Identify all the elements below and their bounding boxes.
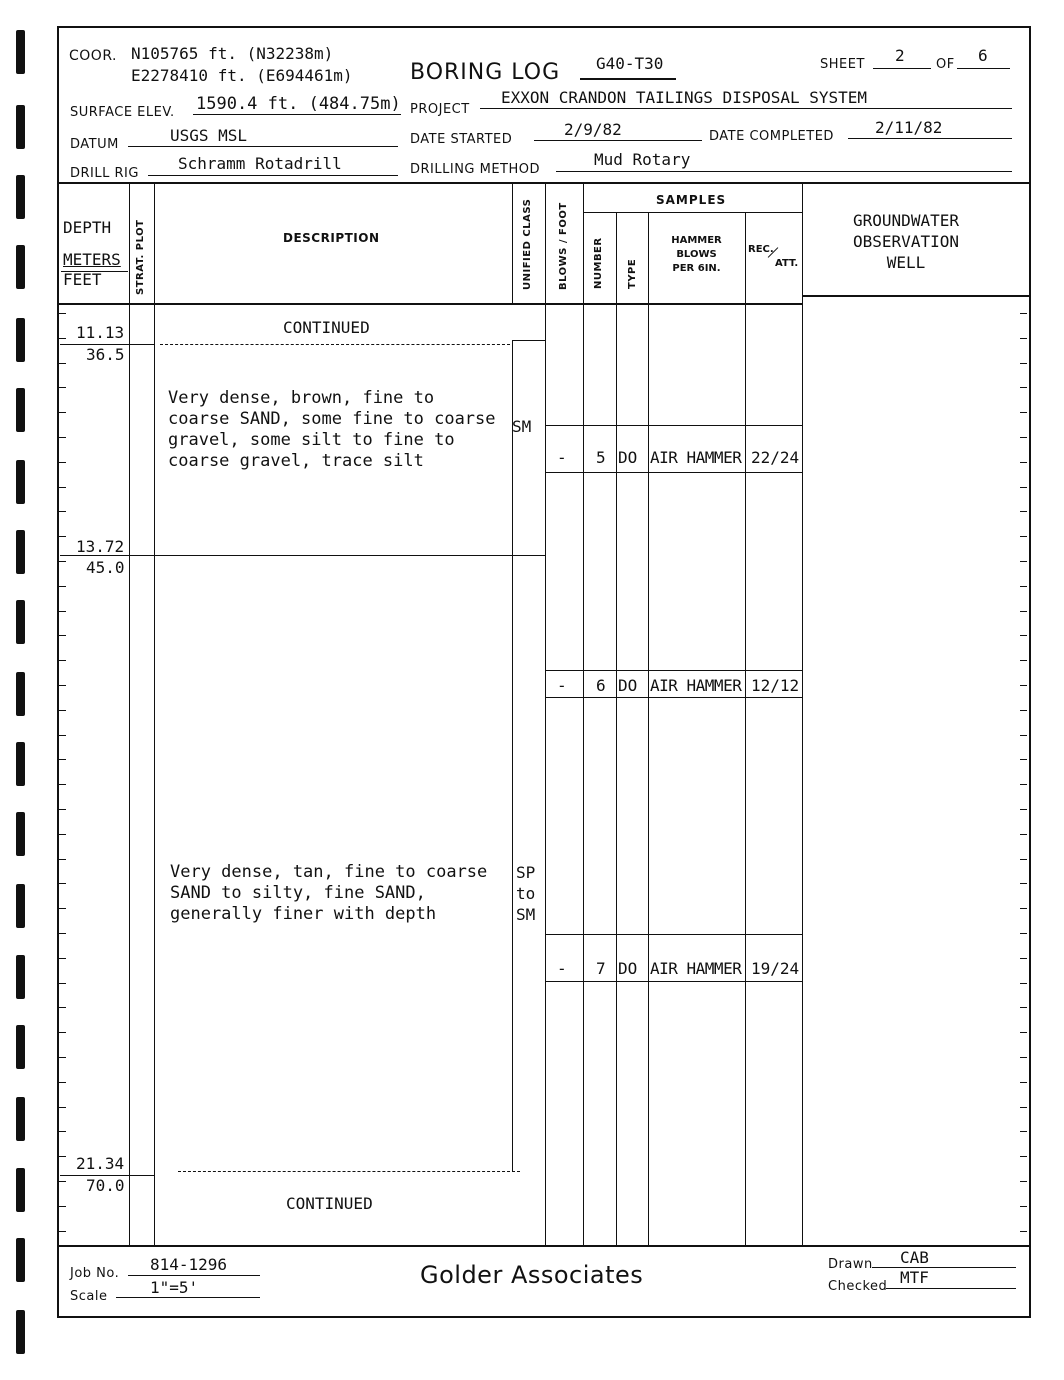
sample-type: DO — [618, 959, 638, 978]
punch-hole — [16, 1025, 25, 1069]
scale-tick — [1020, 313, 1027, 314]
col-number: NUMBER — [593, 237, 604, 289]
scale-tick — [59, 338, 66, 339]
coor-label: COOR. — [69, 48, 117, 64]
col-strat-plot: STRAT. PLOT — [135, 219, 146, 295]
scale-tick — [59, 1032, 66, 1033]
scale-tick — [1020, 834, 1027, 835]
scale-tick — [1020, 735, 1027, 736]
scale-tick — [1020, 859, 1027, 860]
sample-number: 7 — [596, 959, 606, 978]
punch-hole — [16, 460, 25, 504]
col-samples: SAMPLES — [656, 193, 727, 207]
depth-m-1: 11.13 — [76, 323, 125, 342]
scale-tick — [59, 586, 66, 587]
scale-tick — [1020, 412, 1027, 413]
sample-number: 6 — [596, 676, 606, 695]
scale-tick — [59, 759, 66, 760]
sample-rec-att: 22/24 — [751, 448, 800, 467]
scale-tick — [59, 1082, 66, 1083]
scale-tick — [59, 462, 66, 463]
scale-tick — [1020, 586, 1027, 587]
scale-tick — [59, 1231, 66, 1232]
col-type: TYPE — [627, 258, 638, 289]
scale-tick — [59, 611, 66, 612]
boring-id: G40-T30 — [596, 54, 664, 73]
sample-hammer: AIR HAMMER — [650, 959, 742, 978]
depth-ft-1: 36.5 — [86, 345, 125, 364]
col-unified-class: UNIFIED CLASS — [522, 198, 533, 290]
scale-tick — [59, 437, 66, 438]
job-no-value: 814-1296 — [150, 1255, 228, 1274]
scale-tick — [1020, 338, 1027, 339]
col-hammer-blows: HAMMER BLOWS PER 6IN. — [671, 235, 722, 274]
date-completed-value: 2/11/82 — [875, 118, 943, 137]
scale-tick — [59, 983, 66, 984]
scale-tick — [59, 735, 66, 736]
scale-tick — [1020, 1156, 1027, 1157]
drill-rig-label: DRILL RIG — [70, 166, 139, 181]
scale-tick — [1020, 1032, 1027, 1033]
col-groundwater-well: GROUNDWATER OBSERVATION WELL — [853, 211, 959, 272]
sheet-total: 6 — [978, 46, 988, 65]
scale-tick — [59, 1007, 66, 1008]
sample-number: 5 — [596, 448, 606, 467]
scale-tick — [59, 1181, 66, 1182]
col-blows-foot: BLOWS / FOOT — [558, 202, 569, 290]
scale-tick — [1020, 784, 1027, 785]
sample-rec-att: 19/24 — [751, 959, 800, 978]
scale-tick — [1020, 883, 1027, 884]
scale-tick — [1020, 908, 1027, 909]
punch-hole — [16, 955, 25, 999]
scale-tick — [1020, 536, 1027, 537]
depth-m-3: 21.34 — [76, 1154, 125, 1173]
datum-value: USGS MSL — [170, 126, 248, 145]
punch-hole — [16, 245, 25, 289]
col-rec-label: REC. — [748, 244, 774, 255]
company-name: Golder Associates — [420, 1261, 644, 1289]
scale-value: 1"=5' — [150, 1278, 199, 1297]
checked-label: Checked — [828, 1279, 888, 1294]
scale-label: Scale — [70, 1289, 108, 1304]
project-value: EXXON CRANDON TAILINGS DISPOSAL SYSTEM — [501, 88, 868, 107]
scale-tick — [59, 313, 66, 314]
project-label: PROJECT — [410, 102, 470, 117]
scale-tick — [1020, 809, 1027, 810]
scale-tick — [59, 1057, 66, 1058]
depth-ft-2: 45.0 — [86, 558, 125, 577]
surface-elev-label: SURFACE ELEV. — [70, 105, 175, 120]
scale-tick — [1020, 1206, 1027, 1207]
sheet-label: SHEET — [820, 57, 865, 72]
scale-tick — [59, 958, 66, 959]
continued-top: CONTINUED — [283, 318, 370, 337]
sheet-number: 2 — [895, 46, 905, 65]
sample-hammer: AIR HAMMER — [650, 676, 742, 695]
scale-tick — [59, 536, 66, 537]
scale-tick — [1020, 511, 1027, 512]
scale-tick — [59, 412, 66, 413]
sample-blows: - — [557, 676, 567, 695]
punch-hole — [16, 1168, 25, 1212]
scale-tick — [1020, 462, 1027, 463]
scale-tick — [59, 883, 66, 884]
punch-hole — [16, 1310, 25, 1354]
scale-tick — [59, 1156, 66, 1157]
continued-bottom: CONTINUED — [286, 1194, 373, 1213]
form-title: BORING LOG — [410, 60, 561, 85]
scale-tick — [1020, 437, 1027, 438]
scale-tick — [1020, 759, 1027, 760]
scale-tick — [1020, 363, 1027, 364]
scale-tick — [59, 1107, 66, 1108]
sample-type: DO — [618, 676, 638, 695]
scale-tick — [59, 933, 66, 934]
drill-rig-value: Schramm Rotadrill — [178, 154, 342, 173]
col-depth: DEPTH — [63, 218, 112, 237]
scale-tick — [1020, 1107, 1027, 1108]
punch-hole — [16, 1097, 25, 1141]
punch-hole — [16, 742, 25, 786]
scale-tick — [1020, 1057, 1027, 1058]
punch-hole — [16, 600, 25, 644]
col-meters: METERS — [63, 250, 121, 269]
scale-tick — [59, 685, 66, 686]
sample-blows: - — [557, 448, 567, 467]
coor-east: E2278410 ft. (E694461m) — [131, 66, 353, 85]
depth-m-2: 13.72 — [76, 537, 125, 556]
coor-north: N105765 ft. (N32238m) — [131, 44, 334, 63]
scale-tick — [1020, 685, 1027, 686]
scale-tick — [1020, 958, 1027, 959]
scale-tick — [59, 635, 66, 636]
punch-hole — [16, 672, 25, 716]
sample-hammer: AIR HAMMER — [650, 448, 742, 467]
scale-tick — [1020, 635, 1027, 636]
scale-tick — [59, 834, 66, 835]
layer-class: SM — [512, 417, 532, 436]
job-no-label: Job No. — [70, 1266, 120, 1281]
drilling-method-value: Mud Rotary — [594, 150, 691, 169]
drilling-method-label: DRILLING METHOD — [410, 162, 541, 177]
punch-hole — [16, 1238, 25, 1282]
scale-tick — [59, 660, 66, 661]
checked-value: MTF — [900, 1268, 929, 1287]
scale-tick — [1020, 1131, 1027, 1132]
punch-hole — [16, 105, 25, 149]
surface-elev-value: 1590.4 ft. (484.75m) — [196, 94, 401, 114]
layer-description: Very dense, tan, fine to coarse SAND to silty, fine SAND, generally finer with depth — [170, 862, 488, 924]
punch-hole — [16, 318, 25, 362]
layer-description: Very dense, brown, fine to coarse SAND, some fine to coarse gravel, some silt to fine to coarse gravel, trace silt — [168, 388, 496, 471]
punch-hole — [16, 530, 25, 574]
col-att-label: ATT. — [775, 258, 799, 269]
datum-label: DATUM — [70, 137, 119, 152]
scale-tick — [59, 710, 66, 711]
col-description: DESCRIPTION — [283, 231, 380, 245]
drawn-value: CAB — [900, 1248, 929, 1267]
layer-class: SP to SM — [516, 863, 536, 924]
scale-tick — [59, 809, 66, 810]
scale-tick — [1020, 1181, 1027, 1182]
punch-hole — [16, 388, 25, 432]
scale-tick — [59, 908, 66, 909]
sample-type: DO — [618, 448, 638, 467]
scale-tick — [1020, 660, 1027, 661]
scale-tick — [59, 511, 66, 512]
punch-hole — [16, 812, 25, 856]
punch-hole — [16, 884, 25, 928]
scale-tick — [59, 561, 66, 562]
scale-tick — [1020, 983, 1027, 984]
scale-tick — [1020, 561, 1027, 562]
scale-tick — [59, 784, 66, 785]
scale-tick — [59, 1206, 66, 1207]
scale-tick — [1020, 1231, 1027, 1232]
punch-hole — [16, 175, 25, 219]
date-completed-label: DATE COMPLETED — [709, 129, 834, 144]
punch-hole — [16, 30, 25, 74]
drawn-label: Drawn — [828, 1257, 873, 1272]
scale-tick — [1020, 933, 1027, 934]
scale-tick — [1020, 487, 1027, 488]
scale-tick — [1020, 1007, 1027, 1008]
depth-ft-3: 70.0 — [86, 1176, 125, 1195]
date-started-label: DATE STARTED — [410, 132, 513, 147]
sample-rec-att: 12/12 — [751, 676, 800, 695]
scale-tick — [1020, 611, 1027, 612]
scale-tick — [59, 1131, 66, 1132]
scale-tick — [59, 487, 66, 488]
scale-tick — [1020, 710, 1027, 711]
scale-tick — [59, 859, 66, 860]
scale-tick — [59, 363, 66, 364]
scale-tick — [1020, 1082, 1027, 1083]
sample-blows: - — [557, 959, 567, 978]
of-label: OF — [936, 57, 955, 72]
scale-tick — [59, 387, 66, 388]
date-started-value: 2/9/82 — [564, 120, 622, 139]
scale-tick — [1020, 387, 1027, 388]
col-feet: FEET — [63, 270, 102, 289]
